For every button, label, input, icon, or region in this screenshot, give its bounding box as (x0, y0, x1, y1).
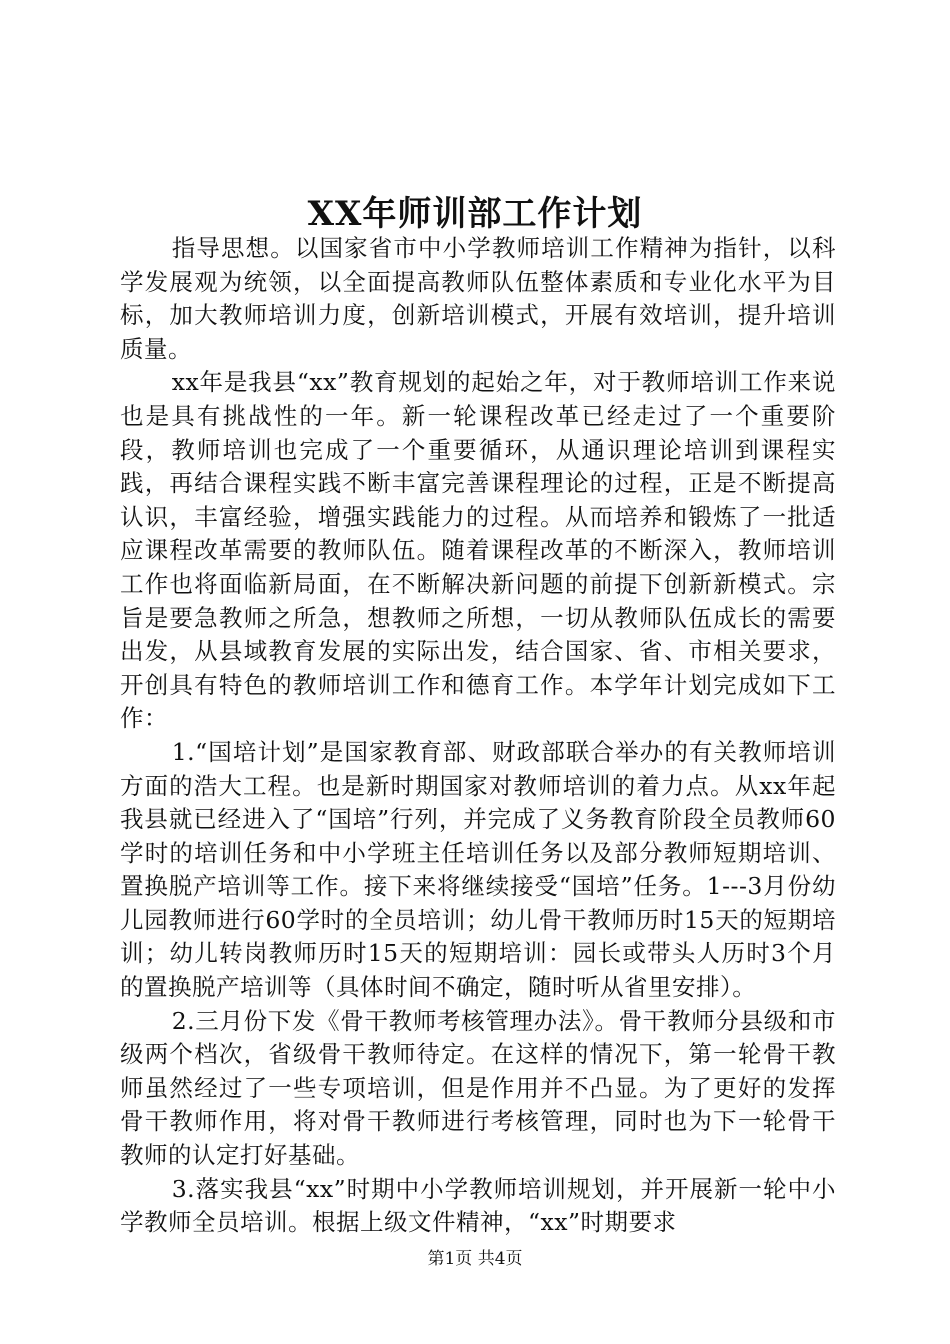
document-title: XX年师训部工作计划 (307, 194, 643, 234)
paragraph-item-1: 1.“国培计划”是国家教育部、财政部联合举办的有关教师培训方面的浩大工程。也是新时期国家对教师培训的着力点。从xx年起我县就已经进入了“国培”行列，并完成了义务教育阶段全员教师60学时的培训任务和中小学班主任培训任务以及部分教师短期培训、置换脱产培训等工作。接下来将继续接受“国培”任务。1---3月份幼儿园教师进行60学时的全员培训；幼儿骨干教师历时15天的短期培训；幼儿转岗教师历时15天的短期培训：园长或带头人历时3个月的置换脱产培训等（具体时间不确定，随时听从省里安排）。 (120, 737, 836, 1002)
paragraph-item-2: 2.三月份下发《骨干教师考核管理办法》。骨干教师分县级和市级两个档次，省级骨干教师待定。在这样的情况下，第一轮骨干教师虽然经过了一些专项培训，但是作用并不凸显。为了更好的发挥骨干教师作用，将对骨干教师进行考核管理，同时也为下一轮骨干教师的认定打好基础。 (120, 1006, 836, 1170)
page-number: 第1页 共4页 (427, 1249, 523, 1269)
document-body (120, 232, 836, 1240)
paragraph-overview: xx年是我县“xx”教育规划的起始之年，对于教师培训工作来说也是具有挑战性的一年。新一轮课程改革已经走过了一个重要阶段，教师培训也完成了一个重要循环，从通识理论培训到课程实践，再结合课程实践不断丰富完善课程理论的过程，正是不断提高认识，丰富经验，增强实践能力的过程。从而培养和锻炼了一批适应课程改革需要的教师队伍。随着课程改革的不断深入，教师培训工作也将面临新局面，在不断解决新问题的前提下创新新模式。宗旨是要急教师之所急，想教师之所想，一切从教师队伍成长的需要出发，从县域教育发展的实际出发，结合国家、省、市相关要求，开创具有特色的教师培训工作和德育工作。本学年计划完成如下工作： (120, 368, 836, 733)
paragraph-item-3: 3.落实我县“xx”时期中小学教师培训规划，并开展新一轮中小学教师全员培训。根据上级文件精神，“xx”时期要求 (120, 1174, 836, 1237)
paragraph-guiding-ideology: 指导思想。以国家省市中小学教师培训工作精神为指针，以科学发展观为统领，以全面提高教师队伍整体素质和专业化水平为目标，加大教师培训力度，创新培训模式，开展有效培训，提升培训质量。 (120, 234, 836, 363)
